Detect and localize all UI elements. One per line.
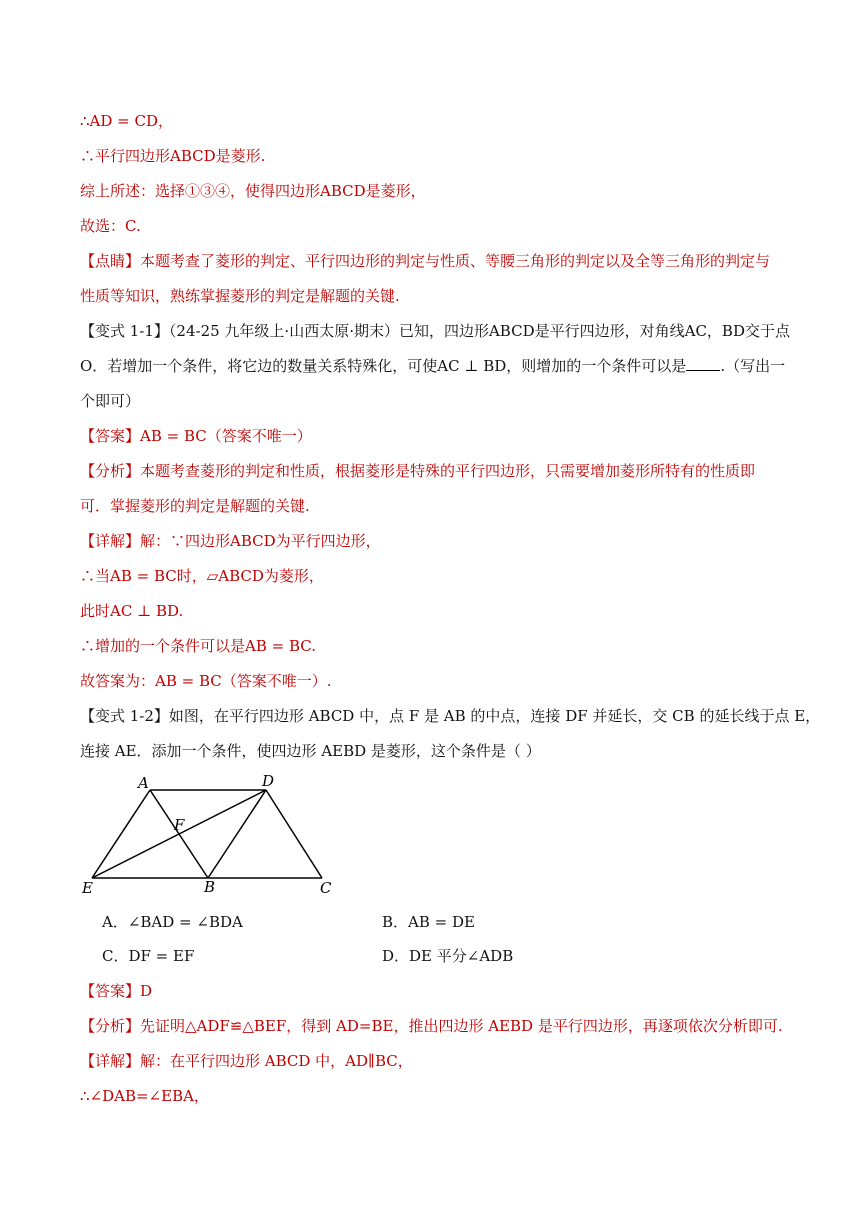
parallelogram-figure (80, 770, 340, 895)
analysis-line: 【分析】本题考查菱形的判定和性质，根据菱形是特殊的平行四边形，只需要增加菱形所特有的性质即 (80, 462, 756, 480)
question-line: 个即可） (80, 392, 141, 410)
option-b: B．AB = DE (382, 913, 475, 931)
label-e: E (82, 879, 93, 895)
question-line: 连接 AE．添加一个条件，使四边形 AEBD 是菱形，这个条件是（ ） (80, 742, 541, 760)
segment-db (208, 790, 266, 878)
solution-line: ∴增加的一个条件可以是AB = BC. (80, 637, 316, 655)
solution-line: 综上所述：选择①③④，使得四边形ABCD是菱形， (80, 182, 426, 200)
label-d: D (262, 772, 275, 790)
remark-line: 【点睛】本题考查了菱形的判定、平行四边形的判定与性质、等腰三角形的判定以及全等三角形的判定与 (80, 252, 771, 270)
answer-line: 【答案】D (80, 982, 153, 1000)
solution-line: 【详解】解：∵四边形ABCD为平行四边形， (80, 532, 381, 550)
label-b: B (204, 878, 216, 895)
option-d: D．DE 平分∠ADB (382, 947, 514, 965)
analysis-line: 【分析】先证明△ADF≌△BEF，得到 AD=BE，推出四边形 AEBD 是平行四边形，再逐项依次分析即可. (80, 1017, 783, 1035)
solution-line: ∴∠DAB=∠EBA， (80, 1087, 209, 1105)
label-f: F (174, 816, 185, 834)
answer-line: 【答案】AB = BC（答案不唯一） (80, 427, 312, 445)
solution-line: ∴当AB = BC时，▱ABCD为菱形， (80, 567, 324, 585)
solution-line: 故选：C. (80, 217, 141, 235)
question-line (80, 356, 785, 376)
analysis-line: 可．掌握菱形的判定是解题的关键. (80, 497, 310, 515)
solution-line: 【详解】解：在平行四边形 ABCD 中，AD∥BC， (80, 1052, 413, 1070)
question-line: 【变式 1-2】如图，在平行四边形 ABCD 中，点 F 是 AB 的中点，连接 DF 并延长，交 CB 的延长线于点 E， (80, 707, 821, 725)
option-c: C．DF = EF (102, 947, 195, 965)
solution-line: 故答案为：AB = BC（答案不唯一）. (80, 672, 332, 690)
answer-blank (686, 356, 720, 371)
label-c: C (320, 879, 332, 895)
option-a: A．∠BAD = ∠BDA (102, 913, 243, 931)
question-text: O．若增加一个条件，将它边的数量关系特殊化，可使AC ⊥ BD，则增加的一个条件可以是 (80, 357, 687, 375)
solution-line: 此时AC ⊥ BD. (80, 602, 184, 620)
question-text: .（写出一 (720, 357, 786, 375)
segment-dc (266, 790, 322, 878)
label-a: A (138, 774, 149, 792)
solution-line: ∴AD = CD， (80, 112, 174, 130)
question-line: 【变式 1-1】（24-25 九年级上·山西太原·期末）已知，四边形ABCD是平行四边形，对角线AC，BD交于点 (80, 322, 790, 340)
remark-line: 性质等知识，熟练掌握菱形的判定是解题的关键. (80, 287, 400, 305)
solution-line: ∴平行四边形ABCD是菱形. (80, 147, 266, 165)
segment-ea (92, 790, 150, 878)
segment-ed (92, 790, 266, 878)
